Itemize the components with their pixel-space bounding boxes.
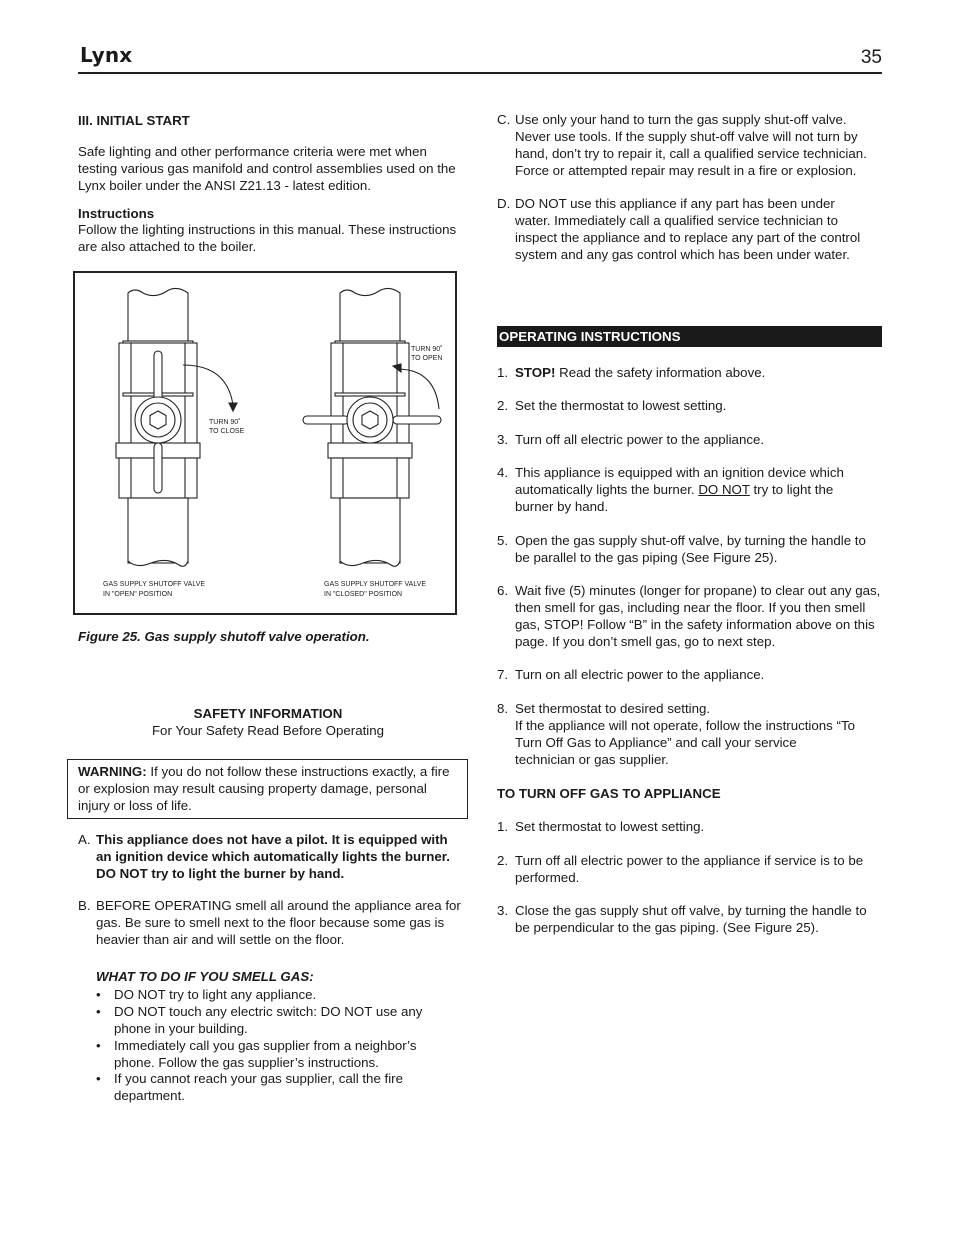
closed-position-caption-2: IN "CLOSED" POSITION [324, 591, 403, 598]
step-number: 7. [497, 667, 509, 682]
step-number: 2. [497, 398, 509, 413]
item-text: Use only your hand to turn the gas supply shut-off valve. Never use tools. If the supply shut-off valve will not turn by hand, don’t try to repair it, call a qualified service technician. Force or attempted repair may result in a fire or explosion. [515, 112, 867, 178]
step-number: 1. [497, 819, 509, 834]
step-number: 3. [497, 432, 509, 447]
figure-25 [73, 271, 457, 615]
step-text: This appliance is equipped with an ignition device which automatically lights the burner. [515, 465, 844, 497]
warning-label: WARNING: [78, 764, 147, 779]
step-text: Wait five (5) minutes (longer for propane) to clear out any gas, then smell for gas, including near the floor. If you then smell gas, STOP! Follow “B” in the safety information above on this page. If you don’t smell gas, go to next step. [515, 583, 881, 649]
turn-to-open-label-2: TO OPEN [411, 355, 443, 362]
step-text: Set the thermostat to lowest setting. [515, 398, 727, 413]
item-text: DO NOT use this appliance if any part has been under water. Immediately call a qualified service technician to inspect the appliance and to replace any part of the control system and any gas control which has been under water. [515, 196, 861, 262]
bullet-text: Immediately call you gas supplier from a neighbor’s phone. Follow the gas supplier’s instructions. [114, 1038, 417, 1070]
item-letter: B. [78, 898, 91, 913]
valve-diagram [75, 273, 455, 613]
item-text: This appliance does not have a pilot. It is equipped with an ignition device which automatically lights the burner. DO NOT try to light the burner by hand. [96, 832, 450, 881]
step-number: 1. [497, 365, 509, 380]
valve-closed-illustration [303, 288, 441, 566]
step-number: 2. [497, 853, 509, 868]
item-letter: A. [78, 832, 91, 847]
step-text: Set thermostat to lowest setting. [515, 819, 705, 834]
bullet-text: If you cannot reach your gas supplier, call the fire department. [114, 1071, 403, 1103]
warning-text: If you do not follow these instructions exactly, a fire or explosion may result causing property damage, personal injury or loss of life. [78, 764, 450, 813]
warning-box [67, 759, 468, 819]
instructions-heading: Instructions [78, 206, 155, 221]
instructions-text: Follow the lighting instructions in this manual. These instructions are also attached to the boiler. [78, 222, 457, 254]
step-text: Close the gas supply shut off valve, by turning the handle to be perpendicular to the gas piping. (See Figure 25). [515, 903, 867, 935]
bullet-glyph: • [96, 987, 101, 1002]
step-number: 4. [497, 465, 509, 480]
bullet-glyph: • [96, 1071, 101, 1086]
bullet-glyph: • [96, 1004, 101, 1019]
step-text: Turn off all electric power to the appliance if service is to be performed. [515, 853, 864, 885]
step-number: 5. [497, 533, 509, 548]
step-text: Turn off all electric power to the appliance. [515, 432, 765, 447]
step-number: 6. [497, 583, 509, 598]
step-underline: DO NOT [698, 482, 750, 497]
turn-to-close-label-1: TURN 90˚ [209, 419, 241, 426]
open-position-caption-2: IN "OPEN" POSITION [103, 591, 173, 598]
item-text: BEFORE OPERATING smell all around the appliance area for gas. Be sure to smell next to the floor because some gas is heavier than air and will settle on the floor. [96, 898, 461, 947]
step-text: Read the safety information above. [555, 365, 766, 380]
item-letter: D. [497, 196, 511, 211]
item-letter: C. [497, 112, 511, 127]
turn-to-close-label-2: TO CLOSE [209, 428, 245, 435]
figure-caption: Figure 25. Gas supply shutoff valve operation. [78, 629, 370, 644]
bullet-text: DO NOT touch any electric switch: DO NOT use any phone in your building. [114, 1004, 423, 1036]
initial-start-intro: Safe lighting and other performance criteria were met when testing various gas manifold and control assemblies used on the Lynx boiler under the ANSI Z21.13 - latest edition. [78, 144, 456, 193]
closed-position-caption-1: GAS SUPPLY SHUTOFF VALVE [324, 581, 427, 588]
smell-gas-heading: WHAT TO DO IF YOU SMELL GAS: [96, 969, 314, 984]
header-rule [78, 72, 882, 74]
turn-off-heading: TO TURN OFF GAS TO APPLIANCE [497, 786, 721, 801]
turn-to-open-label-1: TURN 90˚ [411, 346, 443, 353]
bullet-glyph: • [96, 1038, 101, 1053]
step-number: 8. [497, 701, 509, 716]
step-text-detail: If the appliance will not operate, follow the instructions “To Turn Off Gas to Appliance” and call your service technician or gas supplier. [515, 718, 855, 767]
brand-logo: Lynx [80, 43, 133, 67]
safety-title: SAFETY INFORMATION [193, 706, 343, 721]
operating-instructions-heading: OPERATING INSTRUCTIONS [497, 326, 882, 347]
step-text: Set thermostat to desired setting. [515, 701, 711, 716]
step-text: Turn on all electric power to the appliance. [515, 667, 765, 682]
page-number: 35 [860, 47, 882, 68]
open-position-caption-1: GAS SUPPLY SHUTOFF VALVE [103, 581, 206, 588]
step-bold: STOP! [515, 365, 556, 380]
step-text: Open the gas supply shut-off valve, by turning the handle to be parallel to the gas piping (See Figure 25). [515, 533, 866, 565]
step-number: 3. [497, 903, 509, 918]
initial-start-heading: III. INITIAL START [78, 113, 190, 128]
safety-subtitle: For Your Safety Read Before Operating [151, 723, 385, 738]
bullet-text: DO NOT try to light any appliance. [114, 987, 317, 1002]
step-text: try to light the burner by hand. [515, 482, 834, 514]
